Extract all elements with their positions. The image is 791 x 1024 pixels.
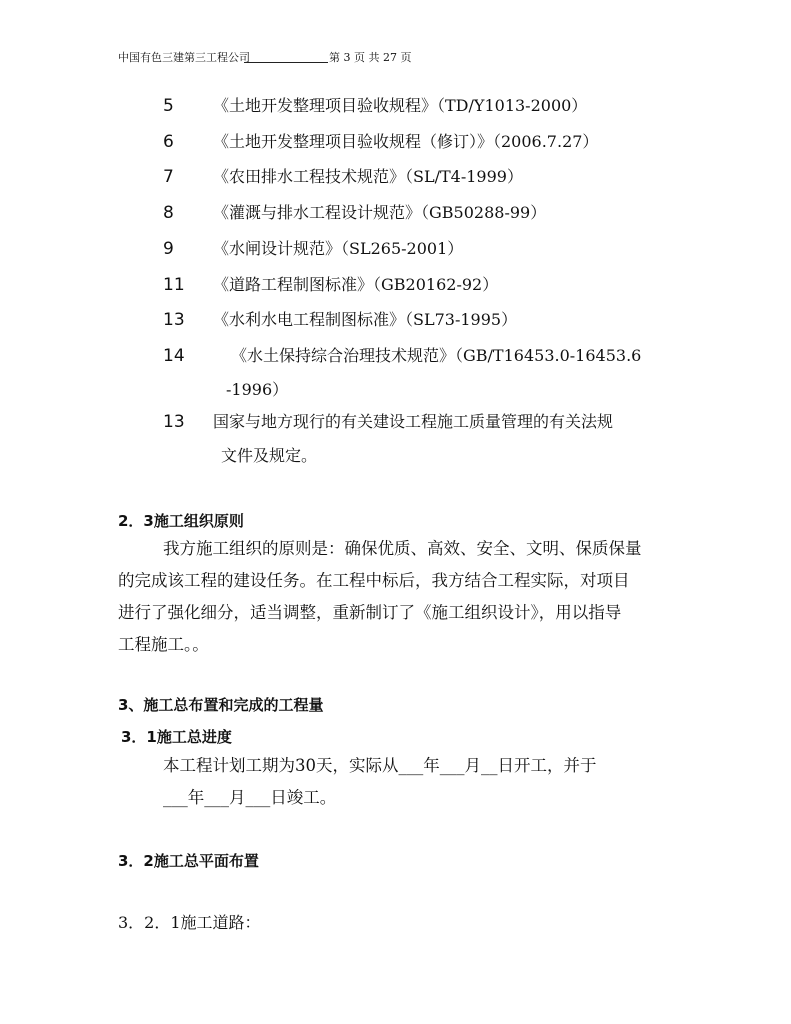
- page-header: [118, 49, 678, 65]
- paragraph-line: 的完成该工程的建设任务。在工程中标后，我方结合工程实际，对项目: [118, 571, 630, 590]
- reference-number: 5: [163, 96, 174, 116]
- section-2-3-paragraph: [118, 533, 642, 661]
- reference-text: 《灌溉与排水工程设计规范》（GB50288-99）: [213, 203, 547, 222]
- paragraph-line: 进行了强化细分，适当调整，重新制订了《施工组织设计》，用以指导: [118, 603, 622, 622]
- reference-number: 11: [163, 275, 185, 295]
- reference-number: 8: [163, 203, 174, 223]
- reference-number: 9: [163, 239, 174, 259]
- reference-number: 13: [163, 310, 185, 330]
- section-heading-2-3: 2．3施工组织原则: [118, 512, 244, 530]
- reference-text-continued: 文件及规定。: [221, 446, 318, 465]
- reference-number: 13: [163, 412, 185, 432]
- paragraph-line: 工程施工。。: [118, 635, 209, 654]
- paragraph-line: 我方施工组织的原则是：确保优质、高效、安全、文明、保质保量: [163, 539, 642, 558]
- reference-text: 《道路工程制图标准》（GB20162-92）: [213, 275, 499, 294]
- section-heading-3-1: 3．1施工总进度: [121, 728, 232, 746]
- paragraph-line: ___年___月___日竣工。: [163, 788, 337, 807]
- reference-text: 《农田排水工程技术规范》（SL/T4-1999）: [213, 167, 523, 186]
- reference-text: 《土地开发整理项目验收规程》（TD/Y1013-2000）: [213, 96, 588, 115]
- section-heading-3-2: 3．2施工总平面布置: [118, 852, 259, 870]
- paragraph-line: 本工程计划工期为30天，实际从___年___月__日开工，并于: [163, 756, 597, 775]
- reference-number: 6: [163, 132, 174, 152]
- reference-text: 国家与地方现行的有关建设工程施工质量管理的有关法规: [213, 412, 614, 431]
- reference-text: 《水闸设计规范》（SL265-2001）: [213, 239, 464, 258]
- section-heading-3-2-1: 3．2．1施工道路：: [118, 913, 261, 932]
- reference-text: 《土地开发整理项目验收规程（修订）》（2006.7.27）: [213, 132, 599, 151]
- header-underline: [244, 62, 328, 63]
- page-number: 第 3 页 共 27 页: [329, 51, 412, 64]
- reference-text-continued: -1996）: [226, 380, 289, 399]
- reference-number: 7: [163, 167, 174, 187]
- reference-text: 《水土保持综合治理技术规范》（GB/T16453.0-16453.6: [231, 346, 642, 365]
- section-heading-3: 3、施工总布置和完成的工程量: [118, 696, 324, 714]
- reference-number: 14: [163, 346, 185, 366]
- reference-text: 《水利水电工程制图标准》（SL73-1995）: [213, 310, 518, 329]
- company-name: 中国有色三建第三工程公司: [118, 51, 250, 64]
- section-3-1-paragraph: [163, 750, 597, 814]
